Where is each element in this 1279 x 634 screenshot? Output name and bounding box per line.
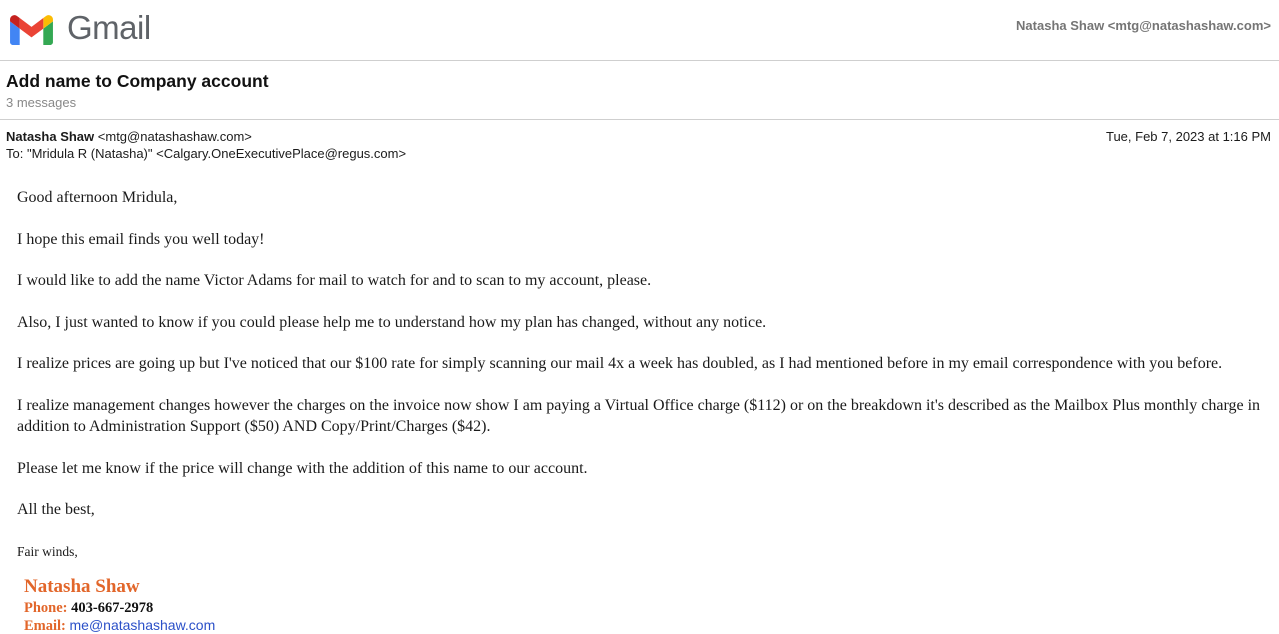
signature-phone-line [24, 600, 1279, 617]
body-paragraph: Good afternoon Mridula, [17, 187, 1261, 209]
gmail-m-icon [10, 12, 53, 45]
from-line [6, 129, 406, 144]
message-header [0, 120, 1279, 161]
gmail-logo-text: Gmail [67, 8, 151, 48]
body-paragraph: All the best, [17, 499, 1261, 521]
body-paragraph: I realize management changes however the charges on the invoice now show I am paying a Virtual Office charge ($112) or on the breakdown it's described as the Mailbox Plus monthly charge in addition to Administration Support ($50) AND Copy/Print/Charges ($42). [17, 395, 1261, 438]
message-date: Tue, Feb 7, 2023 at 1:16 PM [1106, 129, 1271, 144]
closing-line: Fair winds, [17, 541, 1261, 563]
signature-name: Natasha Shaw [24, 576, 1279, 598]
email-link[interactable]: me@natashashaw.com [70, 617, 216, 633]
account-email: Natasha Shaw <mtg@natashashaw.com> [1016, 18, 1271, 33]
body-paragraph: Please let me know if the price will change with the addition of this name to our account. [17, 458, 1261, 480]
message-count: 3 messages [6, 95, 1271, 110]
gmail-logo [10, 8, 151, 48]
signature-email-line [24, 617, 1279, 634]
sender-name: Natasha Shaw [6, 129, 94, 144]
thread-subject: Add name to Company account [6, 70, 1271, 92]
body-paragraph: I would like to add the name Victor Adams for mail to watch for and to scan to my account, please. [17, 270, 1261, 292]
message-header-left [6, 129, 406, 161]
phone-value: 403-667-2978 [71, 600, 153, 616]
email-label: Email: [24, 618, 66, 634]
recipient-line: To: "Mridula R (Natasha)" <Calgary.OneExecutivePlace@regus.com> [6, 146, 406, 161]
body-paragraph: Also, I just wanted to know if you could please help me to understand how my plan has changed, without any notice. [17, 312, 1261, 334]
phone-label: Phone: [24, 600, 68, 616]
body-paragraph: I realize prices are going up but I've noticed that our $100 rate for simply scanning our mail 4x a week has doubled, as I had mentioned before in my email correspondence with you before. [17, 353, 1261, 375]
message-body [0, 161, 1279, 562]
email-signature [0, 576, 1279, 634]
body-paragraph: I hope this email finds you well today! [17, 229, 1261, 251]
print-view-header [0, 0, 1279, 61]
thread-subject-block [0, 61, 1279, 120]
sender-address: <mtg@natashashaw.com> [94, 129, 252, 144]
